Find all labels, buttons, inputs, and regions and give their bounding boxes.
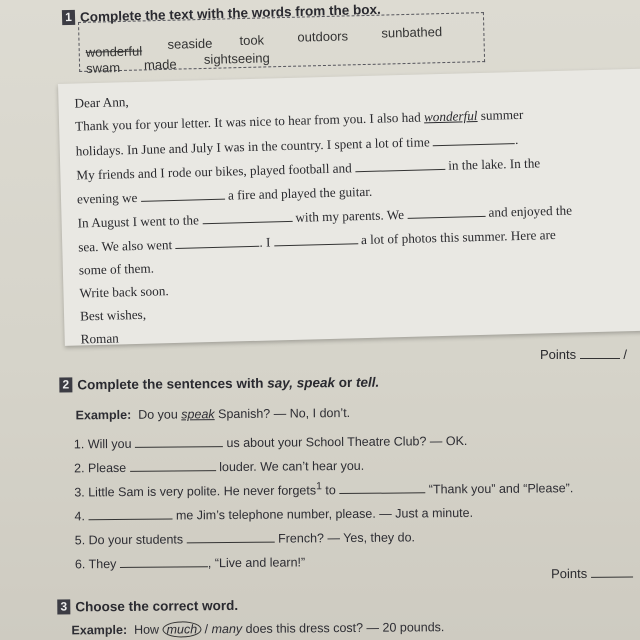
letter-closing: Write back soon. xyxy=(79,283,169,301)
example-label: Example: xyxy=(75,407,132,423)
answer-blank[interactable] xyxy=(187,530,275,544)
letter-signoff: Best wishes, xyxy=(79,306,147,324)
answer-blank[interactable] xyxy=(135,434,223,448)
letter-greeting: Dear Ann, xyxy=(74,94,129,111)
word-box-item: swam xyxy=(85,59,121,76)
exercise-1-number: 1 xyxy=(62,10,75,25)
word-box-item: outdoors xyxy=(297,28,349,45)
word-box-item: sunbathed xyxy=(381,24,443,41)
letter-text: In August I went to the xyxy=(77,212,200,231)
word-box-item: took xyxy=(239,32,265,49)
exercise-3-number: 3 xyxy=(57,599,70,614)
title-part: say, speak xyxy=(267,375,336,391)
sentence-text: 3. Little Sam is very polite. He never forgets xyxy=(74,483,317,500)
points-suffix: / xyxy=(623,347,628,362)
word-box-item: wonderful xyxy=(85,43,143,60)
sentence-1 xyxy=(74,432,468,451)
letter-text: holidays. In June and July I was in the country. I spent a lot of time xyxy=(75,134,430,159)
title-part: Complete the sentences with xyxy=(77,375,268,393)
sentence-text: to xyxy=(325,483,336,498)
sentence-text: louder. We can’t hear you. xyxy=(219,458,365,475)
exercise-2-example xyxy=(76,406,351,422)
sentence-3 xyxy=(74,479,573,500)
letter-text: and enjoyed the xyxy=(488,202,573,220)
letter-text: a lot of photos this summer. Here are xyxy=(360,227,556,248)
circled-answer: much xyxy=(162,621,201,637)
letter-text: . I xyxy=(259,234,271,250)
exercise-3-header xyxy=(57,598,238,615)
answer-blank[interactable] xyxy=(120,554,208,568)
letter-text: Thank you for your letter. It was nice to hear from you. I also had xyxy=(74,109,421,134)
points-label: Points xyxy=(540,347,577,362)
option-word: many xyxy=(211,621,243,637)
answer-blank[interactable] xyxy=(339,480,425,494)
exercise-2-number: 2 xyxy=(59,377,72,392)
sentence-text: Spanish? — No, I don’t. xyxy=(218,405,351,422)
letter-text: in the lake. In the xyxy=(448,155,541,173)
sentence-text: does this dress cost? — 20 pounds. xyxy=(245,620,445,636)
letter-text: a fire and played the guitar. xyxy=(227,183,373,203)
letter-text: summer xyxy=(480,106,524,123)
sentence-text: 1. Will you xyxy=(73,436,132,452)
letter-text: My friends and I rode our bikes, played football and xyxy=(76,160,352,183)
sentence-text: 5. Do your students xyxy=(74,532,184,548)
sentence-2 xyxy=(74,457,364,476)
letter-signature: Roman xyxy=(80,330,119,347)
sentence-text: “Thank you” and “Please”. xyxy=(428,481,574,497)
exercise-2-points xyxy=(551,565,633,582)
sentence-text: me Jim’s telephone number, please. — Just a minute. xyxy=(175,505,474,523)
sentence-6 xyxy=(75,553,305,571)
exercise-1-title: Complete the text with the words from the box. xyxy=(79,1,381,25)
points-blank[interactable] xyxy=(591,565,633,578)
letter-line: some of them. xyxy=(78,260,155,278)
sentence-text: How xyxy=(133,622,160,637)
word-box-item: seaside xyxy=(167,35,213,52)
sentence-text: Do you xyxy=(138,407,178,422)
points-label: Points xyxy=(550,565,588,582)
letter-text: evening we xyxy=(76,189,138,207)
sentence-text: French? — Yes, they do. xyxy=(278,530,416,546)
sentence-text: / xyxy=(204,622,209,637)
answer-blank[interactable] xyxy=(130,458,216,472)
sentence-4 xyxy=(74,504,473,523)
word-box-item: sightseeing xyxy=(203,50,270,67)
sentence-text: 4. xyxy=(74,509,86,524)
sentence-5 xyxy=(75,528,415,547)
footnote-mark: 1 xyxy=(315,481,322,493)
exercise-2-title xyxy=(77,375,379,393)
title-part: or xyxy=(334,374,357,391)
letter-text: . xyxy=(514,131,519,148)
example-answer: speak xyxy=(181,407,215,422)
exercise-3-example xyxy=(71,620,444,637)
letter-text: with my parents. We xyxy=(295,206,405,225)
word-box-item: made xyxy=(143,56,177,73)
sentence-text: , “Live and learn!” xyxy=(207,555,306,571)
example-label: Example: xyxy=(71,622,128,638)
exercise-2-header xyxy=(59,375,379,393)
sentence-text: 6. They xyxy=(74,557,117,572)
sentence-text: us about your School Theatre Club? — OK. xyxy=(226,433,468,451)
answer-blank[interactable] xyxy=(88,507,172,521)
letter-text: sea. We also went xyxy=(78,237,173,255)
exercise-3-title: Choose the correct word. xyxy=(75,597,239,615)
example-answer: wonderful xyxy=(423,108,478,125)
title-part: tell. xyxy=(355,374,380,390)
sentence-text: 2. Please xyxy=(74,460,127,476)
